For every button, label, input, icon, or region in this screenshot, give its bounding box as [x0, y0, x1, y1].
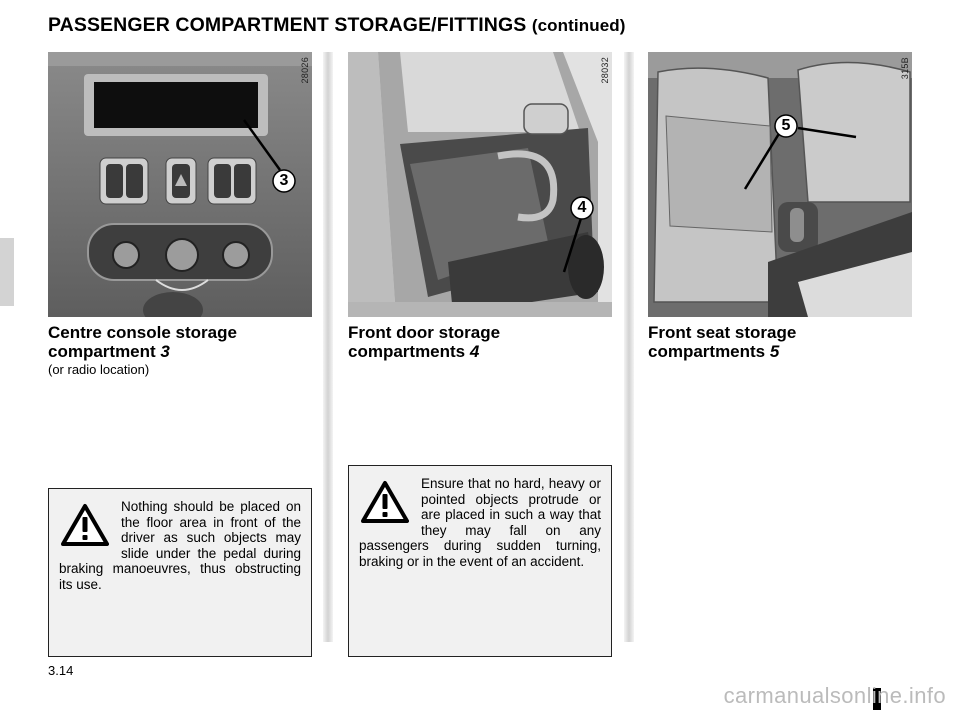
watermark: carmanualsonline.info: [723, 683, 946, 708]
centre-console-photo: [48, 52, 312, 317]
front-seat-heading: Front seat storage compartments 5: [648, 323, 797, 361]
front-door-heading: Front door storage compartments 4: [348, 323, 501, 361]
front-seat-photo: [648, 52, 912, 317]
photo-reference: 315B: [900, 57, 910, 80]
centre-console-subtext: (or radio location): [48, 362, 150, 377]
column-separator: [624, 52, 634, 642]
callout-5: 5: [781, 117, 791, 134]
callout-4: 4: [577, 199, 587, 216]
front-door-photo: [348, 52, 612, 317]
warning-text: Nothing should be placed on the floor area in front of the driver as such objects may slide under the pedal during braking manoeuvres, thus obstructing its use.: [59, 499, 301, 592]
column-separator: [323, 52, 333, 642]
page-number: 3.14: [48, 663, 74, 678]
centre-console-heading: Centre console storage compartment 3: [48, 323, 237, 361]
warning-box-objects: [348, 465, 612, 657]
page-title: [48, 14, 626, 37]
warning-box-pedal: [48, 488, 312, 657]
warning-triangle-icon: [61, 503, 109, 547]
warning-triangle-icon: [361, 480, 409, 524]
chapter-tab: [0, 238, 14, 306]
callout-3: 3: [279, 172, 289, 189]
page-title-suffix: (continued): [531, 16, 626, 35]
photo-reference: 28026: [300, 57, 310, 84]
photo-reference: 28032: [600, 57, 610, 84]
page-title-main: PASSENGER COMPARTMENT STORAGE/FITTINGS: [48, 14, 527, 36]
warning-text: Ensure that no hard, heavy or pointed objects protrude or are placed in such a way that they may fall on any passengers during sudden turning, braking or in the event of an accident.: [359, 476, 601, 569]
